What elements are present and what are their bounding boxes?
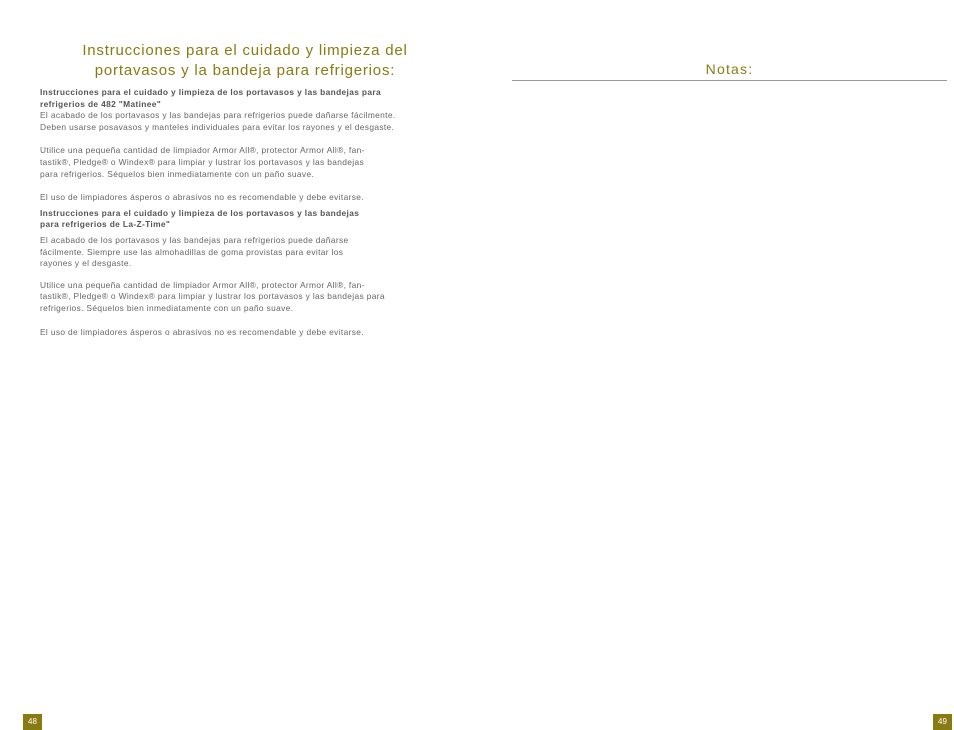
paragraph (40, 280, 460, 315)
text-line: El acabado de los portavasos y las bandejas para refrigerios puede dañarse (40, 234, 349, 245)
title-line-1: Instrucciones para el cuidado y limpieza del (82, 42, 408, 59)
care-instructions-title (40, 41, 450, 81)
heading-line: refrigerios de 482 "Matinee" (40, 98, 162, 109)
text-line: fácilmente. Siempre use las almohadillas de goma provistas para evitar los (40, 246, 344, 257)
notes-title: Notas: (705, 61, 754, 77)
paragraph: El uso de limpiadores ásperos o abrasivos no es recomendable y debe evitarse. (40, 326, 364, 337)
text-line: Deben usarse posavasos y manteles individuales para evitar los rayones y el desgaste. (40, 121, 395, 132)
section-matinee-heading (40, 87, 460, 110)
heading-line: para refrigerios de La-Z-Time" (40, 219, 171, 230)
paragraph: El uso de limpiadores ásperos o abrasivos no es recomendable y debe evitarse. (40, 192, 364, 203)
text-line: El acabado de los portavasos y las bandejas para refrigerios puede dañarse fácilmente. (40, 110, 396, 121)
text-line: tastik®, Pledge® o Windex® para limpiar y lustrar los portavasos y las bandejas para (40, 291, 385, 302)
paragraph (40, 145, 460, 180)
heading-line: Instrucciones para el cuidado y limpieza de los portavasos y las bandejas para (40, 87, 382, 97)
paragraph (40, 110, 460, 133)
title-line-2: portavasos y la bandeja para refrigerios: (94, 62, 396, 79)
text-line: tastik®, Pledge® o Windex® para limpiar y lustrar los portavasos y las bandejas (40, 156, 365, 167)
page-number: 48 (23, 714, 42, 730)
text-line: para refrigerios. Séquelos bien inmediatamente con un paño suave. (40, 168, 315, 179)
text-line: Utilice una pequeña cantidad de limpiador Armor All®, protector Armor All®, fan- (40, 145, 365, 156)
notes-divider (512, 80, 947, 81)
care-instructions-body (40, 87, 460, 338)
section-matinee (40, 87, 460, 204)
heading-line: Instrucciones para el cuidado y limpieza de los portavasos y las bandejas (40, 207, 360, 218)
paragraph (40, 235, 460, 270)
text-line: refrigerios. Séquelos bien inmediatamente con un paño suave. (40, 302, 294, 313)
section-la-z-time (40, 208, 460, 338)
section-la-z-time-heading (40, 208, 460, 231)
page-number: 49 (933, 714, 952, 730)
text-line: Utilice una pequeña cantidad de limpiador Armor All®, protector Armor All®, fan- (40, 279, 365, 290)
right-page (477, 0, 954, 730)
text-line: rayones y el desgaste. (40, 258, 132, 269)
